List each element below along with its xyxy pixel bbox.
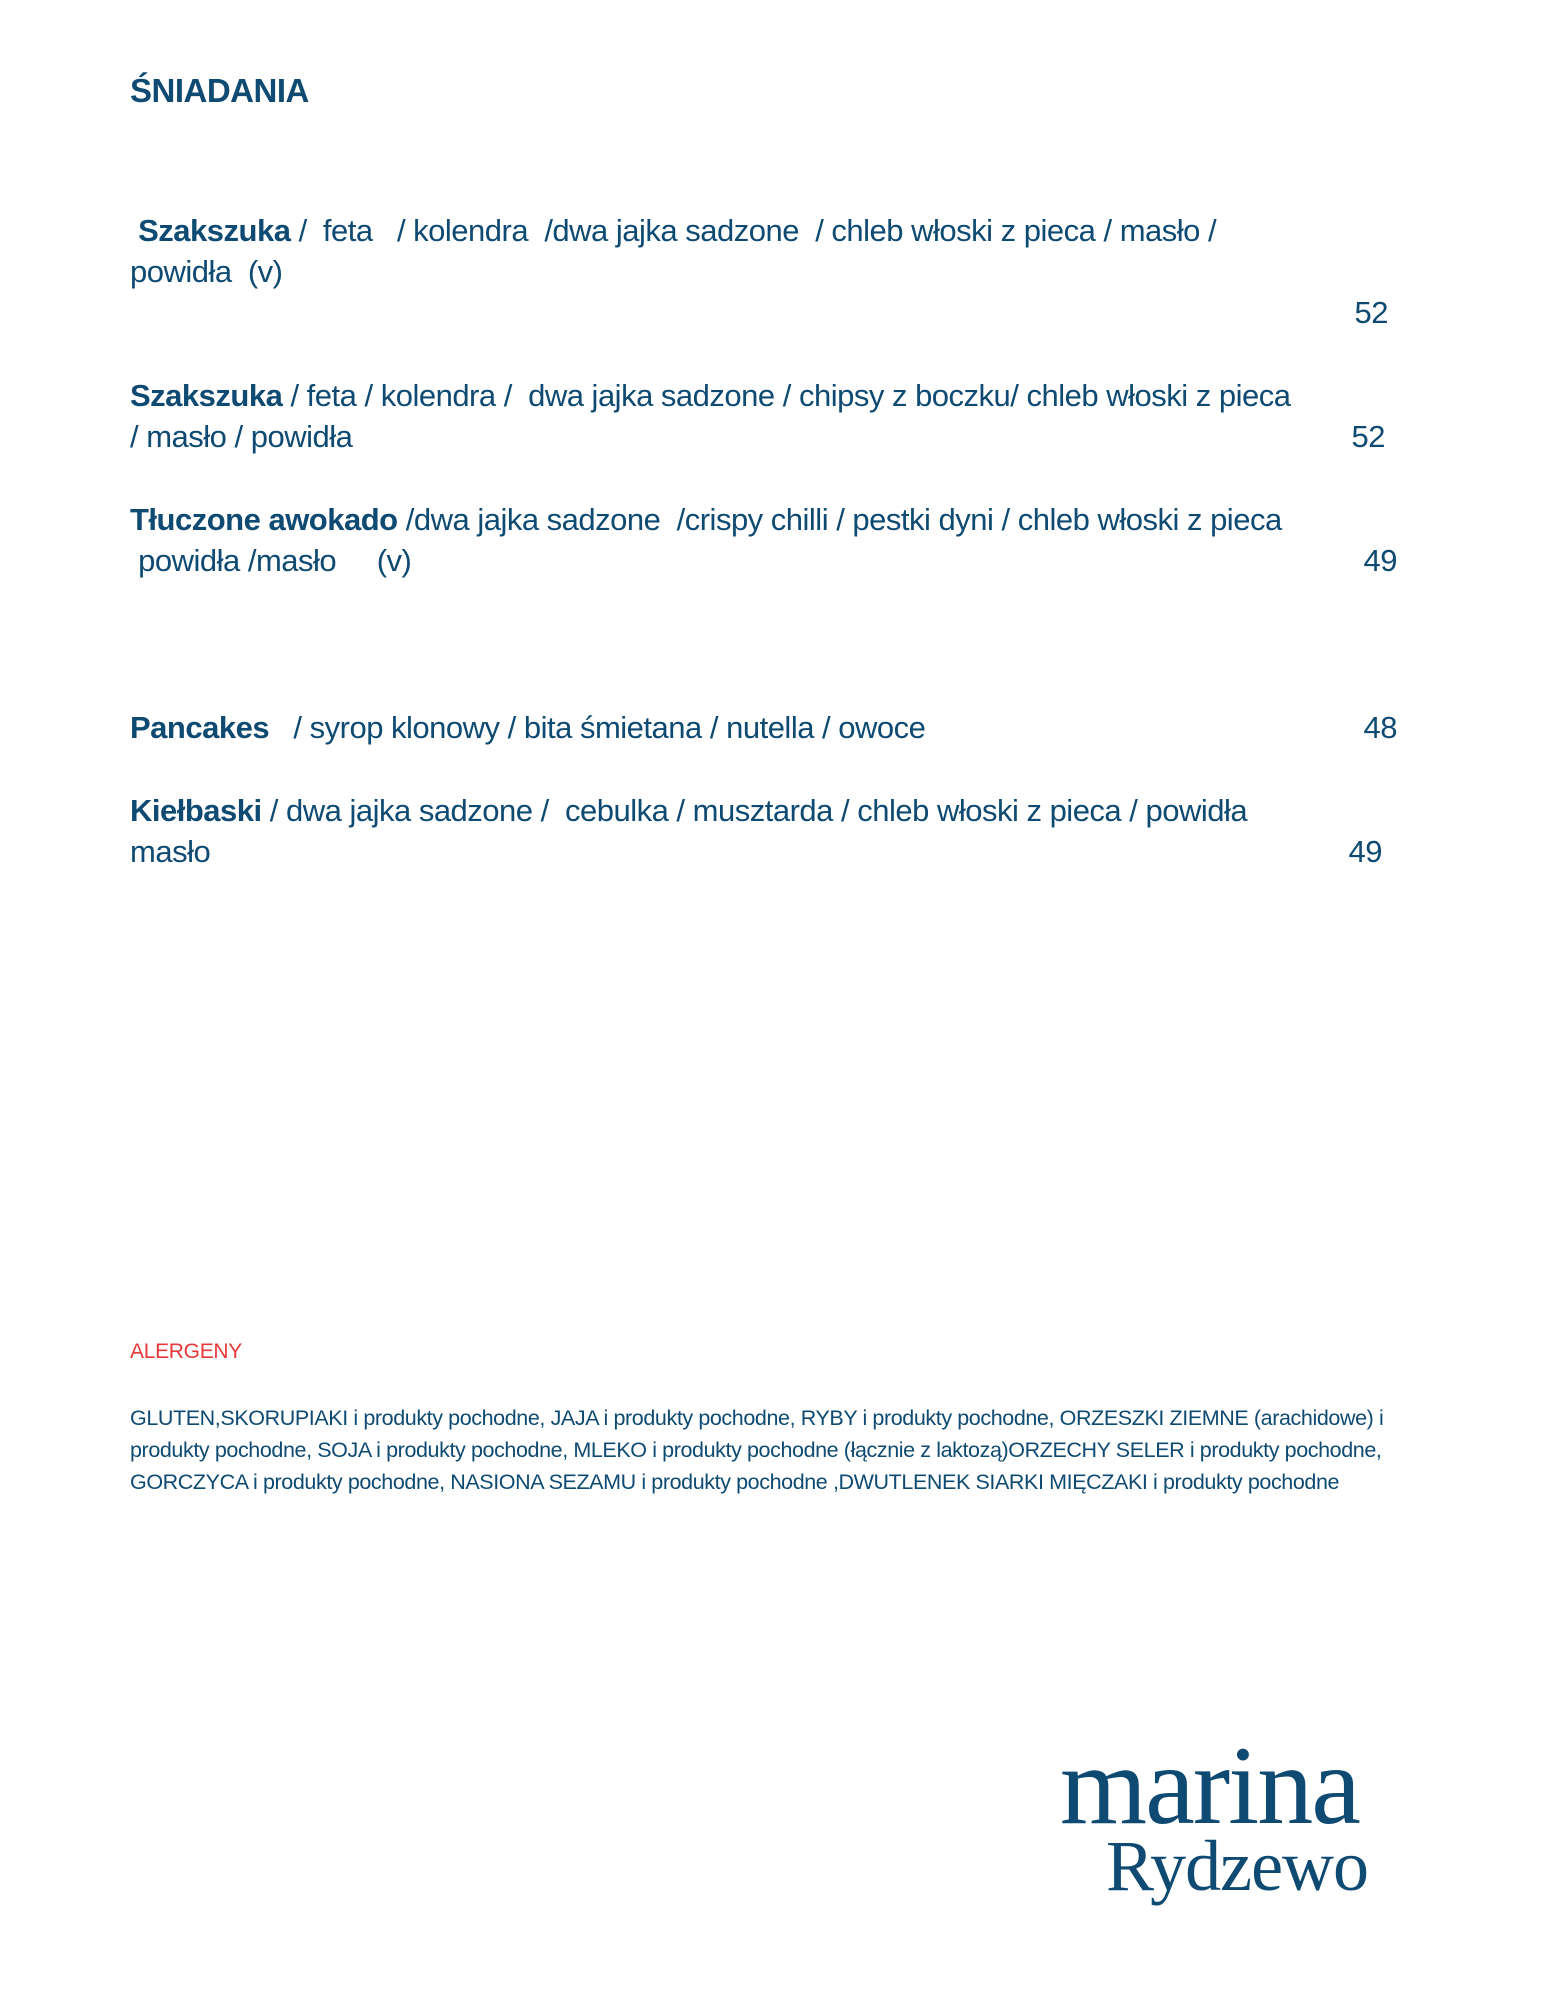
brand-logo-wordmark: marina — [1060, 1724, 1359, 1848]
menu-item-name: Szakszuka — [130, 378, 283, 413]
menu-item-line-1 — [130, 375, 1400, 416]
menu-item-name: Pancakes — [130, 710, 270, 745]
menu-item-description-line-2: powidła /masło (v) — [130, 543, 412, 578]
menu-item-name: Kiełbaski — [130, 793, 262, 828]
menu-item-description: / feta / kolendra / dwa jajka sadzone / chipsy z boczku/ chleb włoski z pieca — [282, 378, 1291, 413]
menu-item-line-1 — [130, 790, 1400, 831]
allergens-heading: ALERGENY — [130, 1340, 242, 1363]
menu-item-prefix — [130, 213, 138, 248]
menu-item-price: 48 — [1363, 710, 1397, 745]
menu-item-description-line-2: powidła (v) — [130, 254, 283, 289]
menu-item-price: 52 — [1351, 419, 1385, 454]
menu-item — [130, 707, 1400, 748]
brand-logo-location: Rydzewo — [1106, 1826, 1369, 1906]
menu-item — [130, 210, 1400, 330]
menu-item — [130, 790, 1400, 872]
menu-item-line-1 — [130, 210, 1400, 251]
menu-item-description: /dwa jajka sadzone /crispy chilli / pestki dyni / chleb włoski z pieca — [397, 502, 1282, 537]
page-title: ŚNIADANIA — [130, 72, 309, 109]
allergens-list: GLUTEN,SKORUPIAKI i produkty pochodne, JAJA i produkty pochodne, RYBY i produkty pochodne, ORZESZKI ZIEMNE (arachidowe) i produkty pochodne, SOJA i produkty pochodne, MLEKO i produkty pochodne (łącznie z laktozą)ORZECHY SELER i produkty pochodne, GORCZYCA i produkty pochodne, NASIONA SEZAMU i produkty pochodne ,DWUTLENEK SIARKI MIĘCZAKI i produkty pochodne — [130, 1406, 1384, 1494]
menu-item-description-line-2: / masło / powidła — [130, 419, 353, 454]
menu-item-description-line-2: masło — [130, 834, 211, 869]
brand-logo — [1060, 1724, 1460, 1920]
menu-item-line-1 — [130, 707, 1400, 748]
menu-item-line-1 — [130, 499, 1400, 540]
menu-item — [130, 499, 1400, 581]
menu-item-description: / feta / kolendra /dwa jajka sadzone / chleb włoski z pieca / masło / — [290, 213, 1217, 248]
menu-item-price: 49 — [1348, 834, 1382, 869]
menu-item — [130, 375, 1400, 457]
menu-item-name: Tłuczone awokado — [130, 502, 398, 537]
menu-item-description: / dwa jajka sadzone / cebulka / musztarda / chleb włoski z pieca / powidła — [261, 793, 1248, 828]
menu-item-price: 49 — [1363, 543, 1397, 578]
menu-item-price: 52 — [1354, 295, 1388, 330]
menu-item-name: Szakszuka — [138, 213, 291, 248]
menu-item-description: / syrop klonowy / bita śmietana / nutella / owoce — [269, 710, 926, 745]
